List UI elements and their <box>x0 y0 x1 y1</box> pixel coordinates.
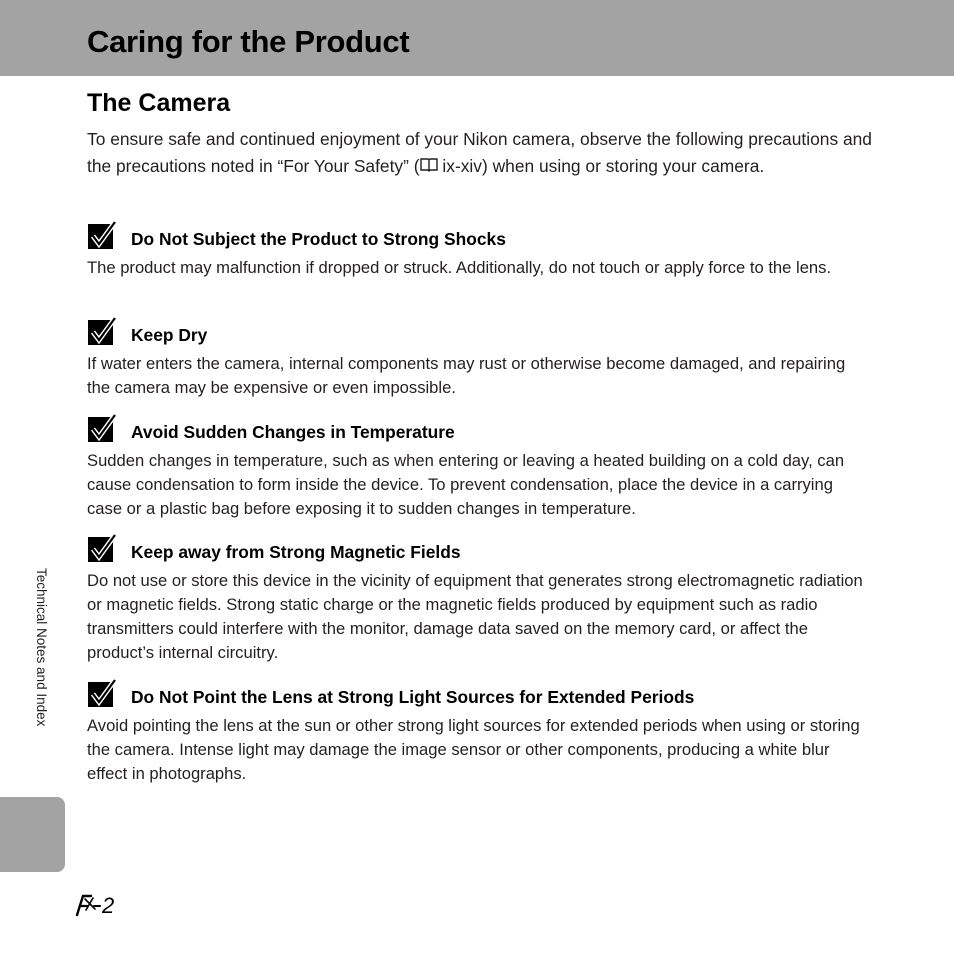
checkmark-icon <box>87 221 117 251</box>
intro-text-start: To ensure safe and continued enjoyment of your Nikon camera, observe the following precautions and the precautions noted in “For Your Safety” ( <box>87 129 872 176</box>
note-body: Avoid pointing the lens at the sun or other strong light sources for extended periods when using or storing the camera. Intense light may damage the image sensor or other components, producing a white blur effect in photographs. <box>87 716 860 783</box>
note-body: Sudden changes in temperature, such as when entering or leaving a heated building on a cold day, can cause condensation to form inside the device. To prevent condensation, place the device in a carrying case or a plastic bag before exposing it to sudden changes in temperature. <box>87 451 845 518</box>
intro-paragraph <box>87 126 877 181</box>
technical-notes-section-icon <box>73 893 101 919</box>
note-body: If water enters the camera, internal components may rust or otherwise become damaged, and repairing the camera may be expensive or even impossible. <box>87 354 846 397</box>
checkmark-icon <box>87 317 117 347</box>
note-body: Do not use or store this device in the vicinity of equipment that generates strong electromagnetic radiation or magnetic fields. Strong static charge or the magnetic fields produced by equipment such as radio transmitters could interfere with the monitor, damage data saved on the memory card, or affect the product’s internal circuitry. <box>87 571 863 662</box>
checkmark-icon <box>87 414 117 444</box>
note-light-sources <box>87 678 872 786</box>
note-magnetic-fields <box>87 533 872 665</box>
section-title: The Camera <box>87 89 231 117</box>
note-body: The product may malfunction if dropped or struck. Additionally, do not touch or apply force to the lens. <box>87 258 832 277</box>
page-number <box>73 893 114 919</box>
note-title: Do Not Point the Lens at Strong Light Sources for Extended Periods <box>131 686 695 707</box>
checkmark-icon <box>87 534 117 564</box>
note-title: Do Not Subject the Product to Strong Shocks <box>131 228 506 249</box>
side-section-label: Technical Notes and Index <box>34 568 49 727</box>
note-title: Keep away from Strong Magnetic Fields <box>131 541 461 562</box>
section-tab <box>0 797 65 872</box>
note-keep-dry <box>87 316 872 400</box>
intro-text-end: ix-xiv) when using or storing your camera. <box>437 155 765 176</box>
chapter-title: Caring for the Product <box>87 24 410 59</box>
checkmark-icon <box>87 679 117 709</box>
page-number-text: 2 <box>102 893 115 918</box>
note-title: Keep Dry <box>131 324 208 345</box>
note-title: Avoid Sudden Changes in Temperature <box>131 421 455 442</box>
book-reference-icon <box>420 155 438 182</box>
note-temperature <box>87 413 872 521</box>
note-shocks <box>87 220 872 280</box>
